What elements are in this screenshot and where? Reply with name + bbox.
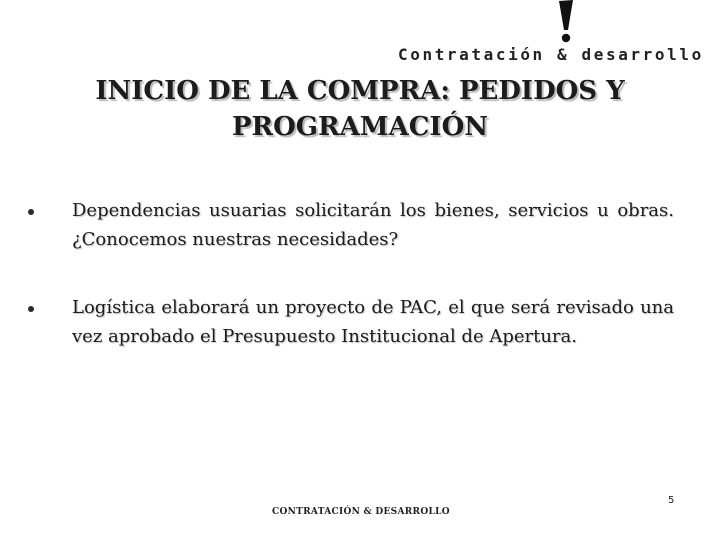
brand-logo (398, 0, 718, 75)
bullet-list (28, 196, 674, 390)
slide-title-line-1: INICIO DE LA COMPRA: PEDIDOS Y (95, 76, 625, 106)
bullet-item (28, 196, 674, 254)
page-number: 5 (668, 495, 675, 506)
exclamation-mark-icon (556, 0, 576, 44)
bullet-text: Logística elaborará un proyecto de PAC, el que será revisado una vez aprobado el Presupuesto Institucional de Apertura. (72, 297, 674, 347)
bullet-text: Dependencias usuarias solicitarán los bienes, servicios u obras. ¿Conocemos nuestras necesidades? (72, 200, 674, 250)
brand-text: Contratación & desarrollo (398, 45, 704, 64)
bullet-dot-icon (28, 306, 34, 312)
footer-label: CONTRATACIÓN & DESARROLLO (272, 507, 450, 517)
bullet-dot-icon (28, 209, 34, 215)
slide-title-line-2: PROGRAMACIÓN (231, 112, 488, 142)
bullet-item (28, 293, 674, 351)
slide-title (20, 73, 700, 145)
